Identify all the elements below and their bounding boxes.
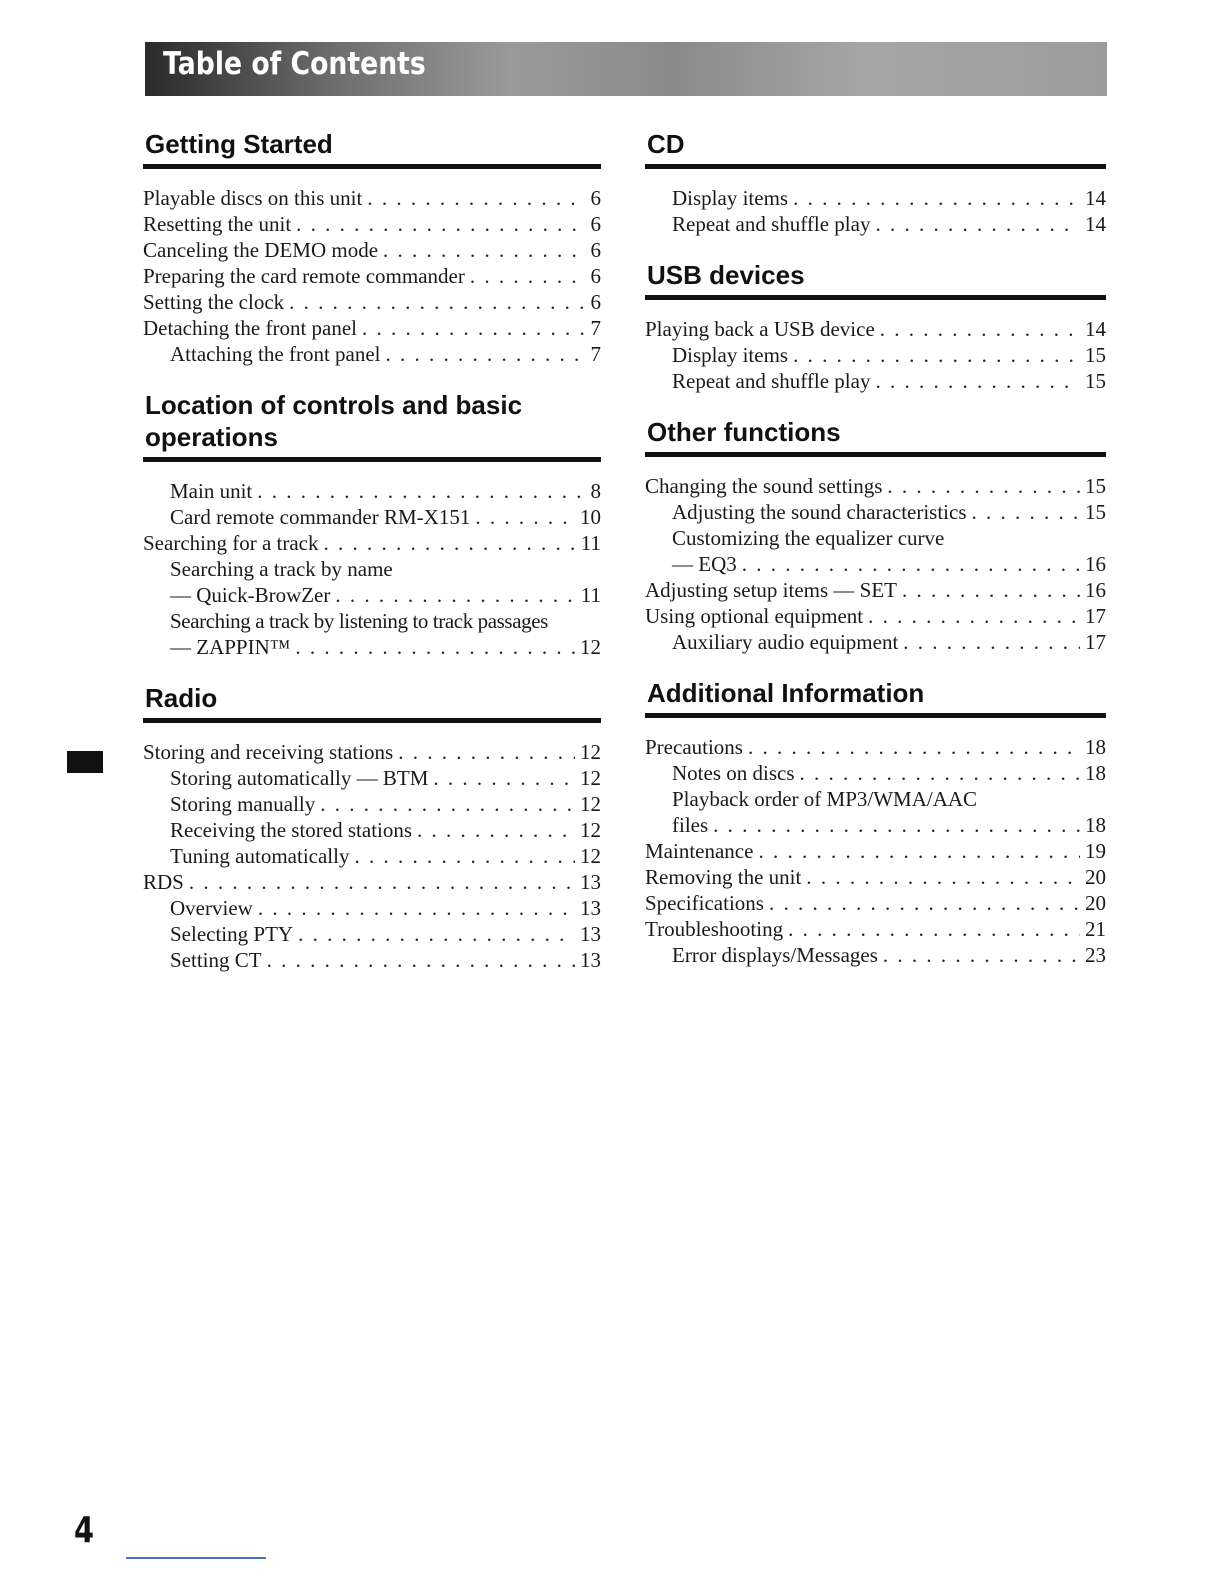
toc-entry-page: 13 <box>580 922 601 946</box>
toc-entry-text: Tuning automatically <box>170 844 350 868</box>
toc-entry[interactable] <box>143 869 601 895</box>
footer-rule <box>126 1557 266 1559</box>
toc-entry[interactable] <box>645 734 1106 760</box>
leader-dots <box>902 577 1080 603</box>
toc-entry-text: Troubleshooting <box>645 917 784 941</box>
toc-subentry[interactable] <box>143 895 601 921</box>
toc-entry[interactable] <box>645 473 1106 499</box>
toc-entry-page: 7 <box>590 342 601 366</box>
leader-dots <box>806 864 1080 890</box>
toc-entry[interactable] <box>143 263 601 289</box>
toc-entry-text: Storing and receiving stations <box>143 740 394 764</box>
left-column <box>143 128 601 995</box>
section-rule <box>645 452 1106 457</box>
toc-entry[interactable] <box>645 603 1106 629</box>
toc-entry-text: Adjusting setup items — SET <box>645 578 897 602</box>
toc-subentry[interactable] <box>143 341 601 367</box>
toc-entry-text: — ZAPPIN™ <box>170 635 291 659</box>
leader-dots <box>793 185 1080 211</box>
toc-subentry[interactable] <box>143 556 601 582</box>
toc-entry[interactable] <box>645 890 1106 916</box>
toc-entry-page: 15 <box>1085 343 1106 367</box>
leader-dots <box>903 629 1080 655</box>
toc-entry-page: 21 <box>1085 917 1106 941</box>
leader-dots <box>320 791 575 817</box>
toc-entry-text: Changing the sound settings <box>645 474 883 498</box>
toc-entry-page: 12 <box>580 740 601 764</box>
page-title: Table of Contents <box>163 46 426 82</box>
leader-dots <box>324 530 576 556</box>
toc-subentry[interactable] <box>143 791 601 817</box>
toc-subentry[interactable] <box>645 525 1106 551</box>
toc-entry-page: 6 <box>590 186 601 210</box>
section-getting-started <box>143 128 601 367</box>
toc-subentry[interactable] <box>645 499 1106 525</box>
leader-dots <box>793 342 1080 368</box>
section-rule <box>645 295 1106 300</box>
toc-subentry[interactable] <box>143 765 601 791</box>
toc-entry-page: 13 <box>580 870 601 894</box>
section-cd <box>645 128 1106 237</box>
toc-entry-text: Overview <box>170 896 253 920</box>
section-radio <box>143 682 601 973</box>
toc-entry-text: Precautions <box>645 735 743 759</box>
leader-dots <box>475 504 575 530</box>
toc-entry-text: Repeat and shuffle play <box>672 369 871 393</box>
toc-entry-page: 19 <box>1085 839 1106 863</box>
section-title: USB devices <box>647 260 805 290</box>
section-title-line2: operations <box>145 422 278 452</box>
toc-entry-page: 16 <box>1085 552 1106 576</box>
leader-dots <box>883 942 1080 968</box>
toc-entry[interactable] <box>143 237 601 263</box>
toc-entry-page: 16 <box>1085 578 1106 602</box>
section-rule <box>143 718 601 723</box>
toc-subentry[interactable] <box>645 551 1106 577</box>
toc-entry-page: 6 <box>590 212 601 236</box>
section-rule <box>645 713 1106 718</box>
leader-dots <box>289 289 585 315</box>
toc-entry[interactable] <box>143 211 601 237</box>
toc-entry-page: 13 <box>580 896 601 920</box>
toc-entry-page: 14 <box>1085 186 1106 210</box>
leader-dots <box>742 551 1080 577</box>
toc-entry-text: Searching a track by listening to track passages <box>170 609 548 633</box>
leader-dots <box>296 211 585 237</box>
section-title: Getting Started <box>145 129 333 159</box>
section-title: Additional Information <box>647 678 925 708</box>
leader-dots <box>868 603 1080 629</box>
toc-entry-page: 6 <box>590 264 601 288</box>
toc-entry-text: files <box>672 813 709 837</box>
toc-entry-text: Playing back a USB device <box>645 317 875 341</box>
toc-entry-text: — Quick-BrowZer <box>170 583 331 607</box>
leader-dots <box>295 634 575 660</box>
leader-dots <box>257 478 585 504</box>
toc-entry-text: Customizing the equalizer curve <box>672 526 945 550</box>
toc-entry-text: RDS <box>143 870 184 894</box>
toc-entry-page: 18 <box>1085 735 1106 759</box>
toc-entry[interactable] <box>645 864 1106 890</box>
toc-subentry[interactable] <box>143 634 601 660</box>
toc-subentry[interactable] <box>645 786 1106 812</box>
toc-entry-page: 6 <box>590 290 601 314</box>
leader-dots <box>972 499 1080 525</box>
toc-entry-text: Searching a track by name <box>170 557 393 581</box>
toc-entry-text: Adjusting the sound characteristics <box>672 500 967 524</box>
toc-entry-page: 23 <box>1085 943 1106 967</box>
toc-entry-text: Playback order of MP3/WMA/AAC <box>672 787 978 811</box>
section-rule <box>645 164 1106 169</box>
toc-entry-page: 15 <box>1085 369 1106 393</box>
toc-entry-page: 20 <box>1085 865 1106 889</box>
right-column <box>645 128 1106 990</box>
toc-subentry[interactable] <box>645 342 1106 368</box>
leader-dots <box>362 315 586 341</box>
toc-subentry[interactable] <box>143 478 601 504</box>
toc-entry-text: Main unit <box>170 479 253 503</box>
toc-subentry[interactable] <box>645 629 1106 655</box>
toc-entry-page: 12 <box>580 844 601 868</box>
page-number: 4 <box>74 1510 95 1551</box>
toc-entry[interactable] <box>645 316 1106 342</box>
toc-entry-text: Selecting PTY <box>170 922 294 946</box>
toc-entry-page: 15 <box>1085 500 1106 524</box>
leader-dots <box>880 316 1080 342</box>
toc-entry[interactable] <box>143 530 601 556</box>
leader-dots <box>386 341 586 367</box>
toc-entry-text: Removing the unit <box>645 865 802 889</box>
toc-subentry[interactable] <box>645 185 1106 211</box>
toc-subentry[interactable] <box>143 817 601 843</box>
toc-entry-text: Storing manually <box>170 792 316 816</box>
toc-entry-text: Attaching the front panel <box>170 342 381 366</box>
toc-entry-text: Setting the clock <box>143 290 285 314</box>
section-usb-devices <box>645 259 1106 394</box>
leader-dots <box>875 368 1080 394</box>
toc-entry-page: 6 <box>590 238 601 262</box>
toc-entry-page: 17 <box>1085 604 1106 628</box>
toc-subentry[interactable] <box>645 812 1106 838</box>
toc-entry-page: 18 <box>1085 813 1106 837</box>
section-other-functions <box>645 416 1106 655</box>
toc-entry-text: Repeat and shuffle play <box>672 212 871 236</box>
toc-entry-page: 20 <box>1085 891 1106 915</box>
leader-dots <box>887 473 1080 499</box>
toc-entry-text: Notes on discs <box>672 761 795 785</box>
toc-entry-text: Display items <box>672 343 789 367</box>
toc-subentry[interactable] <box>645 211 1106 237</box>
toc-subentry[interactable] <box>645 760 1106 786</box>
leader-dots <box>383 237 585 263</box>
toc-subentry[interactable] <box>143 582 601 608</box>
leader-dots <box>189 869 575 895</box>
leader-dots <box>354 843 575 869</box>
toc-subentry[interactable] <box>143 843 601 869</box>
leader-dots <box>258 895 575 921</box>
toc-entry-page: 8 <box>590 479 601 503</box>
leader-dots <box>788 916 1080 942</box>
toc-entry[interactable] <box>645 916 1106 942</box>
toc-entry-text: Using optional equipment <box>645 604 864 628</box>
toc-subentry[interactable] <box>645 368 1106 394</box>
toc-entry-text: Display items <box>672 186 789 210</box>
toc-subentry[interactable] <box>143 921 601 947</box>
leader-dots <box>267 947 575 973</box>
toc-entry-page: 10 <box>580 505 601 529</box>
section-rule <box>143 457 601 462</box>
toc-entry-page: 17 <box>1085 630 1106 654</box>
toc-entry-text: Auxiliary audio equipment <box>672 630 899 654</box>
toc-entry-text: Storing automatically — BTM <box>170 766 429 790</box>
toc-entry-page: 12 <box>580 635 601 659</box>
toc-entry-page: 13 <box>580 948 601 972</box>
toc-entry-text: Receiving the stored stations <box>170 818 413 842</box>
section-title: Radio <box>145 683 218 713</box>
section-title: CD <box>647 129 685 159</box>
toc-entry[interactable] <box>645 577 1106 603</box>
toc-subentry[interactable] <box>143 947 601 973</box>
leader-dots <box>713 812 1080 838</box>
toc-banner <box>145 42 1107 96</box>
toc-entry-text: Detaching the front panel <box>143 316 357 340</box>
toc-entry[interactable] <box>645 838 1106 864</box>
toc-entry-text: Canceling the DEMO mode <box>143 238 379 262</box>
section-marker-tab <box>67 751 103 773</box>
leader-dots <box>298 921 575 947</box>
toc-entry-text: Playable discs on this unit <box>143 186 363 210</box>
toc-entry-text: Setting CT <box>170 948 262 972</box>
toc-entry-text: Error displays/Messages <box>672 943 878 967</box>
section-title-line1: Location of controls and basic <box>145 390 523 420</box>
leader-dots <box>758 838 1080 864</box>
leader-dots <box>800 760 1081 786</box>
leader-dots <box>769 890 1080 916</box>
section-title: Other functions <box>647 417 841 447</box>
toc-entry[interactable] <box>143 315 601 341</box>
toc-entry-page: 11 <box>580 583 601 607</box>
leader-dots <box>417 817 575 843</box>
toc-entry[interactable] <box>143 185 601 211</box>
toc-entry-page: 12 <box>580 792 601 816</box>
toc-entry-text: — EQ3 <box>672 552 737 576</box>
toc-entry-text: Card remote commander RM-X151 <box>170 505 471 529</box>
toc-subentry[interactable] <box>645 942 1106 968</box>
toc-entry-page: 12 <box>580 818 601 842</box>
toc-entry-text: Specifications <box>645 891 764 915</box>
toc-entry-text: Searching for a track <box>143 531 319 555</box>
toc-entry-text: Preparing the card remote commander <box>143 264 465 288</box>
toc-entry-page: 15 <box>1085 474 1106 498</box>
leader-dots <box>335 582 575 608</box>
leader-dots <box>748 734 1080 760</box>
section-location-of-controls <box>143 389 601 660</box>
leader-dots <box>433 765 575 791</box>
toc-entry-text: Resetting the unit <box>143 212 292 236</box>
toc-subentry[interactable] <box>143 608 601 634</box>
toc-entry[interactable] <box>143 739 601 765</box>
toc-entry[interactable] <box>143 289 601 315</box>
toc-subentry[interactable] <box>143 504 601 530</box>
toc-entry-page: 12 <box>580 766 601 790</box>
leader-dots <box>875 211 1080 237</box>
leader-dots <box>398 739 575 765</box>
toc-entry-page: 18 <box>1085 761 1106 785</box>
leader-dots <box>470 263 586 289</box>
toc-entry-page: 14 <box>1085 317 1106 341</box>
toc-entry-page: 11 <box>580 531 601 555</box>
section-rule <box>143 164 601 169</box>
toc-entry-page: 14 <box>1085 212 1106 236</box>
leader-dots <box>367 185 585 211</box>
toc-entry-page: 7 <box>590 316 601 340</box>
section-additional-information <box>645 677 1106 968</box>
toc-entry-text: Maintenance <box>645 839 754 863</box>
